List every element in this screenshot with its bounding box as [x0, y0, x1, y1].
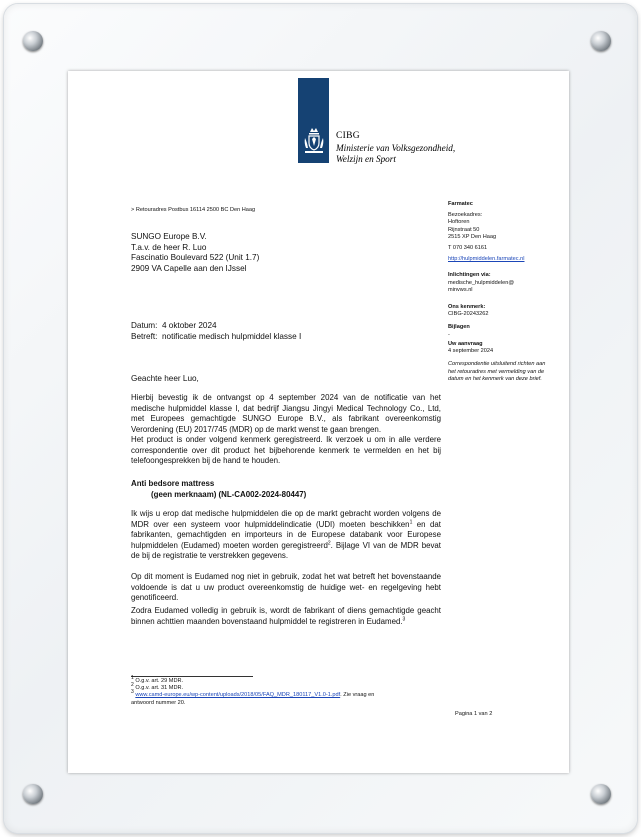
paragraph-deadline — [131, 606, 441, 627]
paragraph-eudamed: Op dit moment is Eudamed nog niet in gebruik, zodat het wat betreft het bovenstaande voldoende is dat u uw product overeenkomstig de huidige wet- en regelgeving hebt genotificeerd. — [131, 572, 441, 603]
subject-label: Betreft: — [131, 331, 158, 341]
footnote-link[interactable]: www.camd-europe.eu/wp-content/uploads/2018/05/FAQ_MDR_180117_V1.0-1.pdf — [135, 692, 341, 699]
visit-line-2: Rijnstraat 50 — [448, 226, 480, 233]
footnote-ref-2[interactable]: 2 — [327, 540, 331, 547]
your-request-value: 4 september 2024 — [448, 348, 494, 355]
subject-value: notificatie medisch hulpmiddel klasse I — [161, 331, 302, 341]
sidebar-org: Farmatec — [448, 201, 473, 207]
paragraph-confirmation: Hierbij bevestig ik de ontvangst op 4 september 2024 van de notificatie van het medische hulpmiddel klasse I, dat bedrijf Jiangsu Jingyi Medical Technology Co., Ltd, met Europees gemachtigde SUNGO Europe B.V., als fabrikant overeenkomstig Verordening (EU) 2017/745 (MDR) op de markt wenst te gaan brengen. — [131, 393, 441, 434]
udi-text-b: en dat fabrikanten, gemachtigden en importeurs in de Europese databank voor Europese hulpmiddelen (Eudamed) moeten worden geregistreerd — [131, 519, 441, 550]
logo-line-2: Welzijn en Sport — [336, 154, 396, 164]
visit-line-1: Hoftoren — [448, 219, 470, 226]
footnote-2: $^2$ O.g.v. art. 31 MDR. — [131, 682, 184, 692]
sidebar — [448, 201, 554, 383]
screw-bottom-left — [23, 784, 43, 804]
salutation: Geachte heer Luo, — [131, 374, 199, 383]
visit-line-3: 2515 XP Den Haag — [448, 233, 497, 240]
recipient-line-4: 2909 VA Capelle aan den IJssel — [131, 264, 247, 274]
recipient-line-1: SUNGO Europe B.V. — [131, 232, 207, 241]
footnote-ref-1[interactable]: 1 — [409, 518, 413, 525]
attachments-value: - — [448, 331, 450, 338]
recipient-line-2: T.a.v. de heer R. Luo — [131, 242, 207, 252]
screw-top-left — [23, 31, 43, 51]
screw-top-right — [591, 31, 611, 51]
ref-label: Ons kenmerk: — [448, 304, 486, 311]
info-email-1: medische_hulpmiddelen@ — [448, 279, 515, 286]
product-block — [131, 479, 306, 500]
your-request-label: Uw aanvraag — [448, 340, 483, 347]
footnote-ref-3[interactable]: 3 — [402, 615, 406, 622]
letter-meta — [131, 321, 301, 342]
date-value: 4 oktober 2024 — [161, 321, 217, 330]
udi-text-c: . Bijlage VI van de MDR bevat de bij de registratie te verstrekken gegevens. — [131, 540, 441, 561]
product-title: Anti bedsore mattress — [131, 479, 215, 488]
footnotes — [131, 675, 375, 707]
info-email-2: minvws.nl — [448, 286, 473, 293]
visit-label: Bezoekadres: — [448, 212, 483, 219]
date-label: Datum: — [131, 321, 158, 330]
ref-value: CIBG-20243262 — [448, 311, 489, 318]
ministry-name — [336, 131, 455, 166]
screw-bottom-right — [591, 784, 611, 804]
info-label: Inlichtingen via: — [448, 272, 491, 279]
paragraph-udi — [131, 509, 441, 562]
paragraph-registration: Het product is onder volgend kenmerk geregistreerd. Ik verzoek u om in alle verdere correspondentie over dit product het bijbehorende kenmerk te vermelden en het bij telefoongesprekken bij de hand te houden. — [131, 435, 441, 466]
page-number: Pagina 1 van 2 — [455, 711, 493, 717]
logo-abbr: CIBG — [336, 131, 360, 141]
correspondence-note: Correspondentie uitsluitend richten aan het retouradres met vermelding van de datum en het kenmerk van deze brief. — [448, 361, 546, 383]
deadline-text: Zodra Eudamed volledig in gebruik is, wordt de fabrikant of diens gemachtigde geacht binnen achttien maanden bovenstaand hulpmiddel te registreren in Eudamed. — [131, 606, 441, 626]
return-address: > Retouradres Postbus 16114 2500 BC Den Haag — [131, 207, 256, 213]
attachments-label: Bijlagen — [448, 324, 470, 331]
phone: T 070 340 6161 — [448, 245, 488, 252]
product-code: (geen merknaam) (NL-CA002-2024-80447) — [151, 489, 307, 499]
footnote-divider — [131, 676, 253, 677]
footnote-3-cont: antwoord nummer 20. — [131, 699, 186, 706]
udi-text-a: Ik wijs u erop dat medische hulpmiddelen die op de markt gebracht worden volgens de MDR over een systeem voor hulpmiddelindicatie (UDI) moeten beschikken — [131, 509, 441, 529]
crest-icon — [303, 126, 325, 156]
footnote-3: $^3$ www.camd-europe.eu/wp-content/uploads/2018/05/FAQ_MDR_180117_V1.0-1.pdf. Zie vraag en — [131, 689, 375, 699]
website-link[interactable]: http://hulpmiddelen.farmatec.nl — [448, 256, 525, 263]
recipient-address — [131, 232, 259, 275]
footnote-1: $^1$ O.g.v. art. 29 MDR. — [131, 675, 184, 684]
recipient-line-3: Fascinatio Boulevard 522 (Unit 1.7) — [131, 253, 260, 263]
logo-line-1: Ministerie van Volksgezondheid, — [336, 142, 456, 153]
